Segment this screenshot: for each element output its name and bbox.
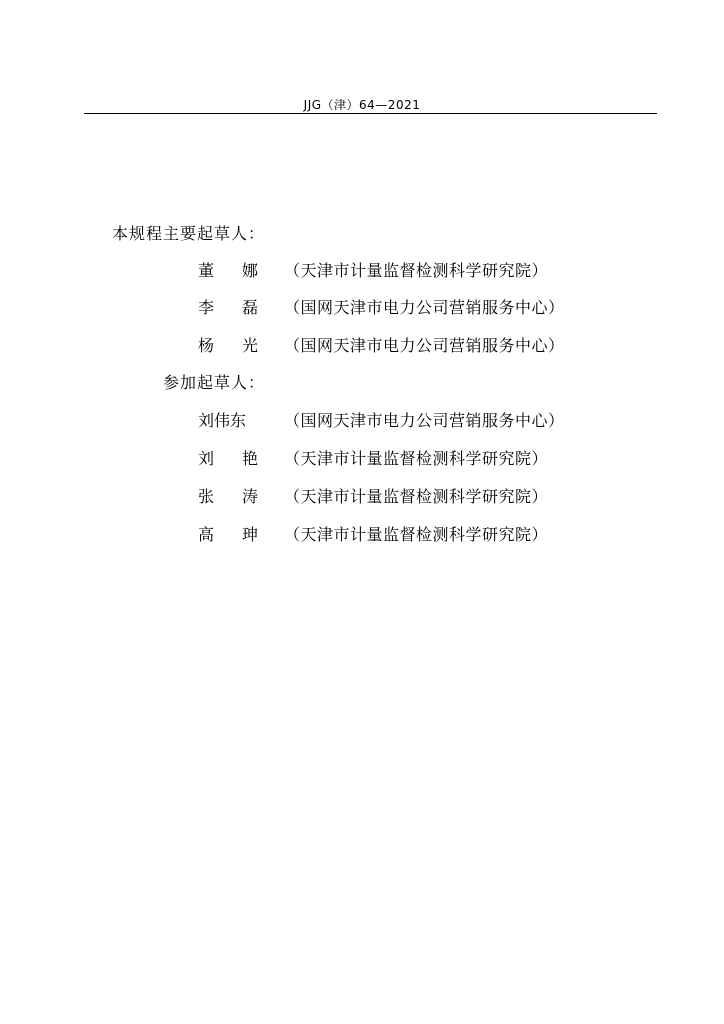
drafter-name	[198, 295, 258, 318]
participant-org: （天津市计量监督检测科学研究院）	[284, 525, 549, 544]
name-char: 艳	[241, 449, 258, 468]
participants-title: 参加起草人：	[163, 373, 266, 392]
participant-org: （国网天津市电力公司营销服务中心）	[284, 411, 565, 430]
name-char: 磊	[241, 298, 258, 317]
drafter-name	[198, 333, 258, 356]
name-char: 珅	[241, 525, 258, 544]
header-rule	[84, 113, 657, 114]
participant-org: （天津市计量监督检测科学研究院）	[284, 449, 549, 468]
drafter-org: （天津市计量监督检测科学研究院）	[284, 261, 549, 280]
participant-name	[198, 446, 258, 469]
name-char: 刘	[198, 449, 215, 468]
drafter-org: （国网天津市电力公司营销服务中心）	[284, 298, 565, 317]
name-char: 光	[241, 336, 258, 355]
drafter-org: （国网天津市电力公司营销服务中心）	[284, 336, 565, 355]
name-char: 高	[198, 525, 215, 544]
name-char: 杨	[198, 336, 215, 355]
name-char: 刘伟东	[198, 411, 247, 430]
drafter-name	[198, 258, 258, 281]
name-char: 李	[198, 298, 215, 317]
participant-name	[198, 408, 258, 431]
name-char: 张	[198, 487, 215, 506]
name-char: 涛	[241, 487, 258, 506]
participant-name	[198, 484, 258, 507]
main-drafters-title: 本规程主要起草人：	[112, 224, 266, 243]
name-char: 娜	[241, 261, 258, 280]
participant-name	[198, 522, 258, 545]
page-header-code: JJG（津）64—2021	[303, 98, 421, 112]
participant-org: （天津市计量监督检测科学研究院）	[284, 487, 549, 506]
name-char: 董	[198, 261, 215, 280]
